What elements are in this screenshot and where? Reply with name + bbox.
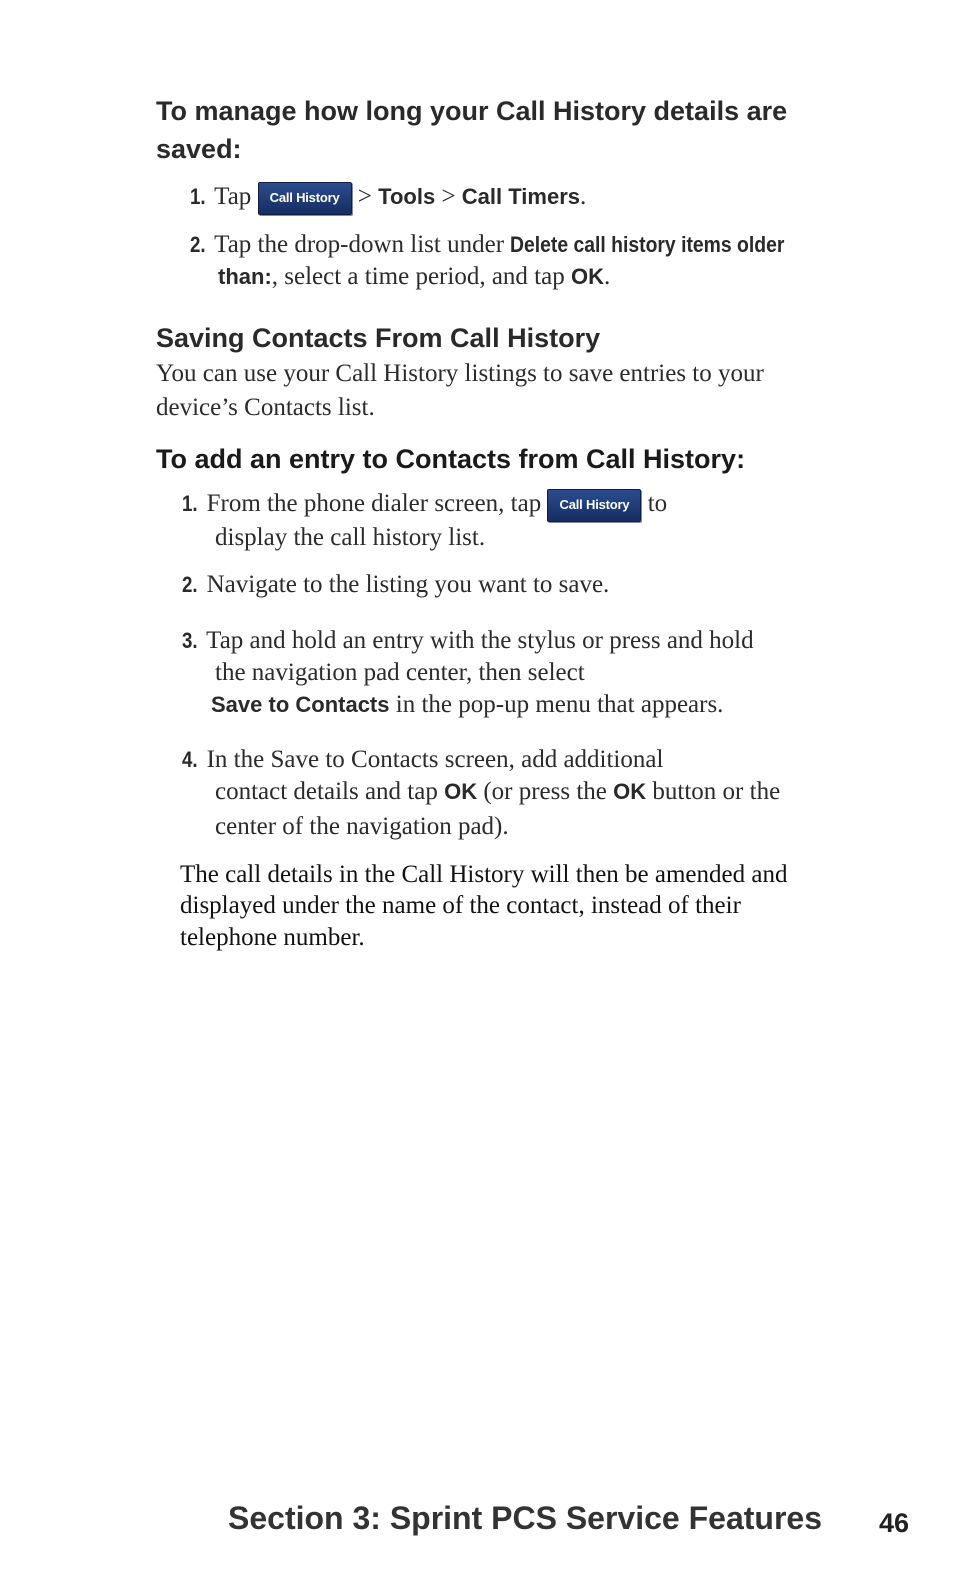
step-separator: > xyxy=(351,183,379,210)
closing-line2: displayed under the name of the contact, instead of their xyxy=(180,892,741,919)
add-step-1-line1 xyxy=(182,488,667,522)
step-text: (or press the xyxy=(477,778,607,805)
than-label: than: xyxy=(218,264,272,289)
heading-manage-call-history xyxy=(156,92,787,168)
step-text: contact details and tap xyxy=(215,778,438,805)
step-text: button or the xyxy=(646,778,781,805)
manage-step-1 xyxy=(190,181,586,215)
step-number: 1. xyxy=(182,491,198,516)
call-timers-menu-item: Call Timers xyxy=(461,184,581,209)
footer-section-title: Section 3: Sprint PCS Service Features xyxy=(228,1500,822,1536)
step-text: Tap the drop-down list under xyxy=(214,231,505,258)
step-number: 3. xyxy=(182,628,198,653)
step-text: to xyxy=(647,490,668,517)
ok-button-label: OK xyxy=(570,264,604,289)
manage-step-2-line1 xyxy=(190,229,822,261)
page-number: 46 xyxy=(879,1508,910,1538)
step-number: 1. xyxy=(190,184,206,209)
section-title-saving-contacts: Saving Contacts From Call History xyxy=(156,323,601,353)
manage-step-2-line2 xyxy=(218,261,610,293)
step-number: 2. xyxy=(182,572,198,597)
step-text: Navigate to the listing you want to save. xyxy=(206,571,610,598)
step-text: From the phone dialer screen, tap xyxy=(206,490,542,517)
step-text: , select a time period, and tap xyxy=(271,263,565,290)
add-step-3-line3 xyxy=(211,689,723,721)
save-to-contacts-menu-item: Save to Contacts xyxy=(211,692,390,717)
closing-line1: The call details in the Call History will then be amended and xyxy=(180,861,788,888)
ok-button-label: OK xyxy=(444,779,478,804)
heading-add-entry: To add an entry to Contacts from Call History: xyxy=(156,444,746,474)
delete-call-history-option: Delete call history items older xyxy=(510,232,785,257)
add-step-4-line1 xyxy=(182,744,663,776)
step-end: . xyxy=(603,263,611,290)
step-number: 2. xyxy=(190,232,206,257)
call-history-button[interactable]: Call History xyxy=(547,489,641,522)
heading-manage-line1: To manage how long your Call History details are xyxy=(156,96,788,126)
call-history-button[interactable]: Call History xyxy=(258,182,352,215)
closing-line3: telephone number. xyxy=(180,924,365,951)
add-step-4-line3: center of the navigation pad). xyxy=(215,813,509,840)
saving-body-line1: You can use your Call History listings to save entries to your xyxy=(156,360,764,387)
add-step-2 xyxy=(182,569,609,601)
step-text: In the Save to Contacts screen, add additional xyxy=(206,746,664,773)
heading-manage-line2: saved: xyxy=(156,134,242,164)
step-text: Tap and hold an entry with the stylus or press and hold xyxy=(206,627,754,654)
step-end: . xyxy=(580,183,587,210)
step-number: 4. xyxy=(182,747,198,772)
step-text: in the pop-up menu that appears. xyxy=(389,691,724,718)
step-separator: > xyxy=(435,183,462,210)
add-step-3-line1 xyxy=(182,625,754,657)
ok-button-label: OK xyxy=(613,779,647,804)
tools-menu-item: Tools xyxy=(378,184,436,209)
add-step-3-line2: the navigation pad center, then select xyxy=(215,659,585,686)
add-step-4-line2 xyxy=(215,776,780,808)
step-text-tap: Tap xyxy=(214,183,252,210)
saving-body-line2: device’s Contacts list. xyxy=(156,394,375,421)
add-step-1-line2: display the call history list. xyxy=(215,524,486,551)
